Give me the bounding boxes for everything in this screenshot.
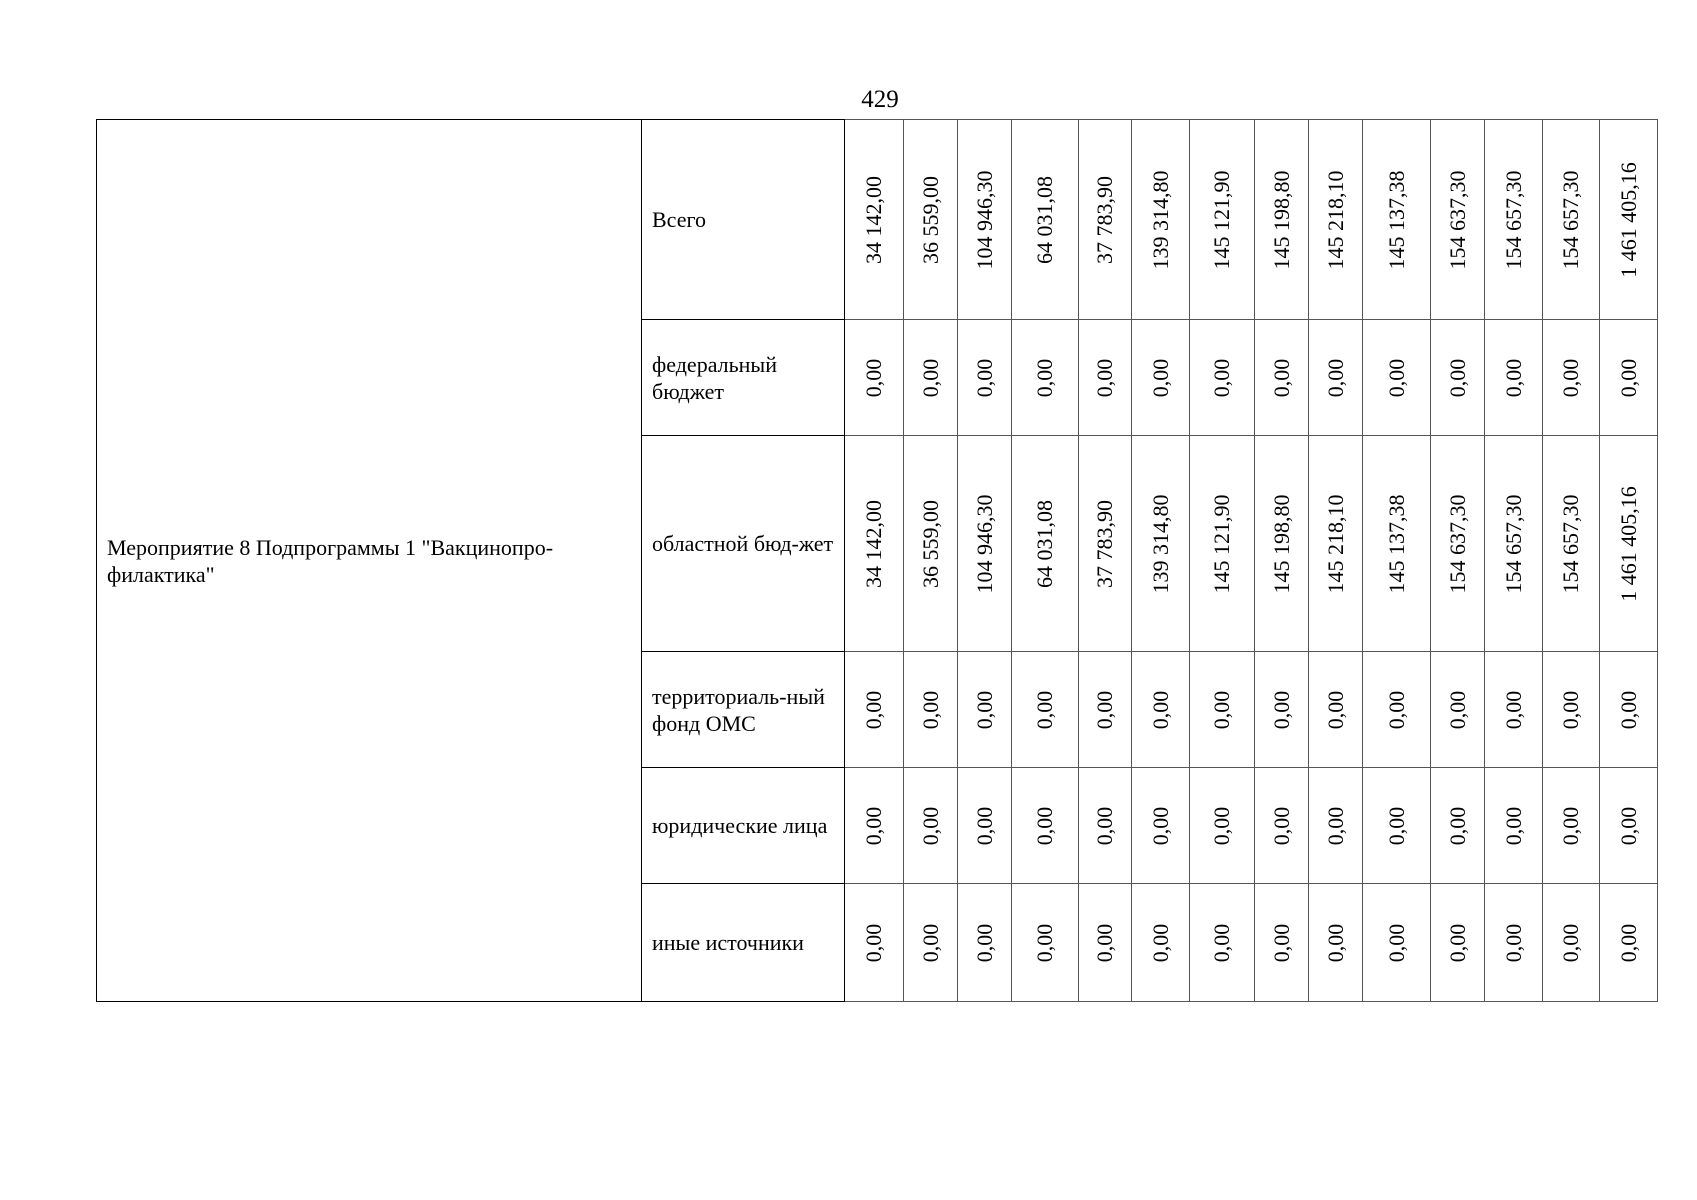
funding-source-cell: юридические лица xyxy=(642,768,845,884)
value-cell xyxy=(1431,768,1485,884)
value-text: 0,00 xyxy=(1147,923,1173,962)
value-cell xyxy=(845,436,904,652)
value-text: 0,00 xyxy=(1558,690,1583,729)
value-text: 0,00 xyxy=(971,690,997,729)
value-cell xyxy=(1079,436,1132,652)
value-text: 0,00 xyxy=(1500,923,1526,962)
value-text: 0,00 xyxy=(1147,358,1173,397)
value-text: 154 657,30 xyxy=(1558,170,1583,269)
value-text: 104 946,30 xyxy=(971,170,997,269)
value-text: 0,00 xyxy=(1615,923,1641,962)
value-cell xyxy=(1190,436,1255,652)
value-cell xyxy=(1132,768,1190,884)
value-text: 0,00 xyxy=(1500,806,1526,845)
value-cell xyxy=(1255,320,1309,436)
value-text: 154 637,30 xyxy=(1444,170,1470,269)
value-cell xyxy=(1255,120,1309,320)
value-text: 0,00 xyxy=(1032,358,1057,397)
value-cell xyxy=(1309,436,1363,652)
value-cell xyxy=(958,436,1012,652)
value-cell xyxy=(1543,884,1600,1002)
value-text: 1 461 405,16 xyxy=(1615,485,1641,602)
value-text: 0,00 xyxy=(1615,358,1641,397)
value-text: 0,00 xyxy=(1209,690,1234,729)
value-text: 154 657,30 xyxy=(1500,170,1526,269)
value-cell xyxy=(1543,120,1600,320)
value-cell xyxy=(1309,768,1363,884)
table-row xyxy=(97,120,1658,320)
value-cell xyxy=(1309,120,1363,320)
value-text: 0,00 xyxy=(1147,806,1173,845)
value-cell xyxy=(845,120,904,320)
value-text: 64 031,08 xyxy=(1032,499,1057,588)
value-text: 0,00 xyxy=(971,358,997,397)
value-text: 64 031,08 xyxy=(1032,175,1057,264)
value-cell xyxy=(958,768,1012,884)
funding-source-cell: Всего xyxy=(642,120,845,320)
value-text: 0,00 xyxy=(917,690,943,729)
measure-name-cell: Мероприятие 8 Подпрограммы 1 "Вакцинопро-филактика" xyxy=(97,120,642,1002)
value-text: 139 314,80 xyxy=(1147,170,1173,269)
value-cell xyxy=(1600,120,1658,320)
value-cell xyxy=(1363,884,1431,1002)
value-text: 0,00 xyxy=(1268,923,1294,962)
value-cell xyxy=(1363,120,1431,320)
value-text: 0,00 xyxy=(971,806,997,845)
value-text: 0,00 xyxy=(1322,806,1348,845)
value-text: 37 783,90 xyxy=(1092,499,1117,588)
value-cell xyxy=(1485,120,1543,320)
value-text: 0,00 xyxy=(1383,358,1409,397)
value-text: 0,00 xyxy=(971,923,997,962)
value-cell xyxy=(1485,436,1543,652)
value-text: 0,00 xyxy=(1558,358,1583,397)
value-cell xyxy=(1132,436,1190,652)
value-text: 0,00 xyxy=(1322,690,1348,729)
value-cell xyxy=(1431,884,1485,1002)
funding-source-cell: территориаль-ный фонд ОМС xyxy=(642,652,845,768)
value-cell xyxy=(1431,652,1485,768)
value-text: 0,00 xyxy=(1558,806,1583,845)
value-text: 145 121,90 xyxy=(1209,170,1234,269)
value-text: 34 142,00 xyxy=(861,499,886,588)
value-cell xyxy=(1190,652,1255,768)
value-text: 0,00 xyxy=(1209,806,1234,845)
value-text: 145 218,10 xyxy=(1322,494,1348,593)
value-cell xyxy=(1363,320,1431,436)
value-text: 0,00 xyxy=(1444,690,1470,729)
value-cell xyxy=(1543,768,1600,884)
value-cell xyxy=(1309,652,1363,768)
value-cell xyxy=(1190,120,1255,320)
value-text: 0,00 xyxy=(1500,690,1526,729)
value-cell xyxy=(1600,768,1658,884)
value-cell xyxy=(1363,768,1431,884)
value-cell xyxy=(1600,884,1658,1002)
value-cell xyxy=(958,884,1012,1002)
value-text: 0,00 xyxy=(1558,923,1583,962)
value-text: 36 559,00 xyxy=(917,175,943,264)
value-text: 145 198,80 xyxy=(1268,494,1294,593)
value-cell xyxy=(845,320,904,436)
value-cell xyxy=(1543,436,1600,652)
value-text: 0,00 xyxy=(1383,923,1409,962)
value-cell xyxy=(1600,652,1658,768)
value-text: 0,00 xyxy=(1147,690,1173,729)
value-text: 0,00 xyxy=(917,358,943,397)
value-text: 104 946,30 xyxy=(971,494,997,593)
value-text: 0,00 xyxy=(1444,923,1470,962)
value-cell xyxy=(1363,652,1431,768)
value-cell xyxy=(1132,320,1190,436)
value-cell xyxy=(1190,884,1255,1002)
value-text: 145 137,38 xyxy=(1383,170,1409,269)
value-cell xyxy=(958,320,1012,436)
value-text: 0,00 xyxy=(1383,806,1409,845)
funding-source-cell: областной бюд-жет xyxy=(642,436,845,652)
value-text: 0,00 xyxy=(917,806,943,845)
value-cell xyxy=(1309,884,1363,1002)
value-text: 0,00 xyxy=(1444,806,1470,845)
value-text: 145 137,38 xyxy=(1383,494,1409,593)
value-cell xyxy=(1255,768,1309,884)
value-cell xyxy=(1309,320,1363,436)
value-cell xyxy=(1431,120,1485,320)
value-text: 154 657,30 xyxy=(1500,494,1526,593)
value-cell xyxy=(1079,320,1132,436)
value-cell xyxy=(904,884,958,1002)
value-text: 0,00 xyxy=(1032,923,1057,962)
value-cell xyxy=(1012,768,1079,884)
value-text: 0,00 xyxy=(861,358,886,397)
value-cell xyxy=(1431,436,1485,652)
value-text: 154 657,30 xyxy=(1558,494,1583,593)
value-text: 37 783,90 xyxy=(1092,175,1117,264)
value-text: 0,00 xyxy=(1032,806,1057,845)
value-cell xyxy=(1255,436,1309,652)
value-cell xyxy=(1485,652,1543,768)
value-cell xyxy=(1079,120,1132,320)
value-text: 0,00 xyxy=(861,690,886,729)
value-text: 0,00 xyxy=(1322,358,1348,397)
value-cell xyxy=(1543,320,1600,436)
value-text: 145 198,80 xyxy=(1268,170,1294,269)
value-text: 0,00 xyxy=(1615,806,1641,845)
value-cell xyxy=(1132,884,1190,1002)
value-cell xyxy=(1255,884,1309,1002)
value-text: 145 121,90 xyxy=(1209,494,1234,593)
value-cell xyxy=(1485,884,1543,1002)
value-cell xyxy=(845,652,904,768)
value-cell xyxy=(904,436,958,652)
value-cell xyxy=(1485,320,1543,436)
value-cell xyxy=(1190,320,1255,436)
funding-source-cell: иные источники xyxy=(642,884,845,1002)
value-cell xyxy=(1012,652,1079,768)
value-cell xyxy=(958,652,1012,768)
value-text: 0,00 xyxy=(1209,358,1234,397)
value-text: 34 142,00 xyxy=(861,175,886,264)
value-cell xyxy=(1012,320,1079,436)
value-text: 0,00 xyxy=(861,806,886,845)
value-text: 0,00 xyxy=(1092,358,1117,397)
value-text: 0,00 xyxy=(1209,923,1234,962)
value-text: 1 461 405,16 xyxy=(1615,161,1641,278)
value-cell xyxy=(845,768,904,884)
value-text: 0,00 xyxy=(1268,690,1294,729)
value-text: 36 559,00 xyxy=(917,499,943,588)
value-cell xyxy=(1132,120,1190,320)
value-cell xyxy=(1363,436,1431,652)
value-cell xyxy=(1012,436,1079,652)
value-text: 145 218,10 xyxy=(1322,170,1348,269)
value-cell xyxy=(1485,768,1543,884)
value-text: 0,00 xyxy=(917,923,943,962)
value-cell xyxy=(904,120,958,320)
value-text: 0,00 xyxy=(1092,806,1117,845)
value-cell xyxy=(1255,652,1309,768)
funding-source-cell: федеральный бюджет xyxy=(642,320,845,436)
value-text: 0,00 xyxy=(1500,358,1526,397)
value-cell xyxy=(904,768,958,884)
value-cell xyxy=(845,884,904,1002)
value-text: 0,00 xyxy=(1322,923,1348,962)
value-cell xyxy=(1079,884,1132,1002)
value-text: 0,00 xyxy=(1268,806,1294,845)
value-cell xyxy=(1190,768,1255,884)
page-number: 429 xyxy=(861,86,899,113)
value-cell xyxy=(1132,652,1190,768)
financing-table xyxy=(96,119,1658,1002)
value-text: 154 637,30 xyxy=(1444,494,1470,593)
value-cell xyxy=(958,120,1012,320)
value-text: 0,00 xyxy=(1615,690,1641,729)
value-text: 0,00 xyxy=(1383,690,1409,729)
value-text: 0,00 xyxy=(1092,923,1117,962)
value-cell xyxy=(1431,320,1485,436)
value-cell xyxy=(1079,768,1132,884)
value-cell xyxy=(1012,120,1079,320)
value-text: 0,00 xyxy=(1032,690,1057,729)
value-cell xyxy=(904,652,958,768)
value-cell xyxy=(1600,436,1658,652)
value-cell xyxy=(1079,652,1132,768)
value-text: 0,00 xyxy=(861,923,886,962)
value-text: 0,00 xyxy=(1268,358,1294,397)
value-cell xyxy=(904,320,958,436)
value-cell xyxy=(1600,320,1658,436)
value-text: 139 314,80 xyxy=(1147,494,1173,593)
value-cell xyxy=(1543,652,1600,768)
value-cell xyxy=(1012,884,1079,1002)
value-text: 0,00 xyxy=(1092,690,1117,729)
value-text: 0,00 xyxy=(1444,358,1470,397)
